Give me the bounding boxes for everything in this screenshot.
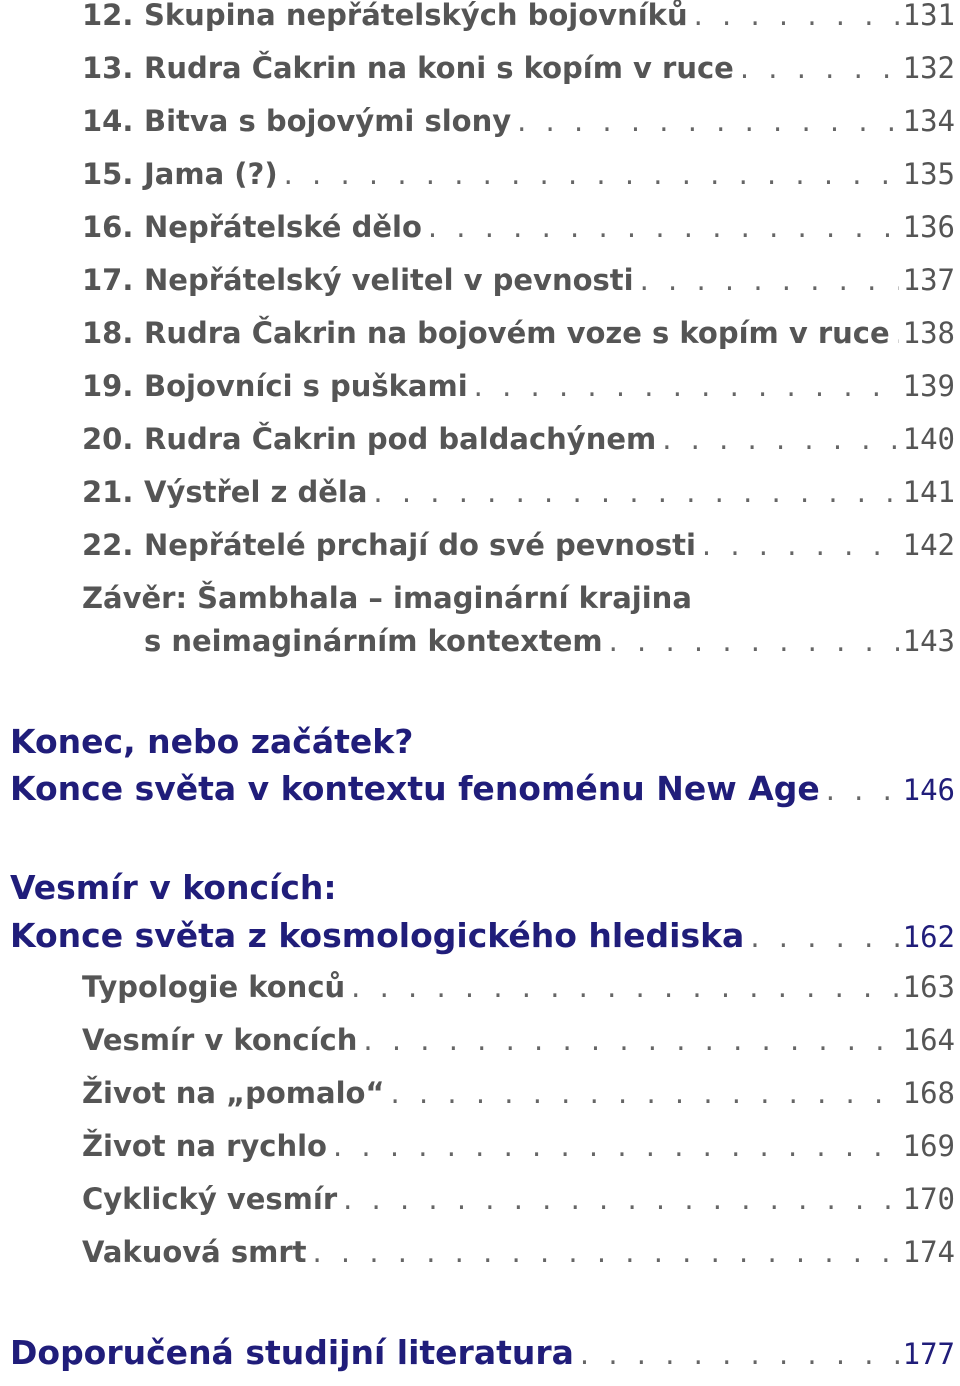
dot-leader bbox=[351, 970, 898, 1004]
page-number: 138 bbox=[902, 316, 955, 350]
entry-title: Nepřátelský velitel v pevnosti bbox=[144, 263, 634, 297]
toc-entry bbox=[82, 1023, 955, 1057]
entry-title: Výstřel z děla bbox=[144, 475, 368, 509]
page-number: 146 bbox=[902, 773, 955, 807]
toc-entry bbox=[82, 210, 955, 244]
conclusion-subtitle: s neimaginárním kontextem bbox=[144, 624, 603, 658]
toc-entry bbox=[82, 1076, 955, 1110]
entry-number: 21. bbox=[82, 475, 134, 509]
dot-leader bbox=[740, 51, 899, 85]
page-number: 164 bbox=[902, 1023, 955, 1057]
entry-number: 19. bbox=[82, 369, 134, 403]
toc-section bbox=[10, 769, 955, 808]
page-number: 177 bbox=[902, 1337, 955, 1371]
toc-entry bbox=[82, 369, 955, 403]
page-number: 142 bbox=[902, 528, 955, 562]
toc-section bbox=[10, 916, 955, 955]
dot-leader bbox=[343, 1182, 898, 1216]
toc-entry bbox=[82, 263, 955, 297]
section-subtitle: Konce světa v kontextu fenoménu New Age bbox=[10, 769, 820, 808]
dot-leader bbox=[609, 624, 899, 658]
entry-number: 17. bbox=[82, 263, 134, 297]
entry-title: Rudra Čakrin na bojovém voze s kopím v ruce bbox=[144, 316, 890, 350]
toc-entry bbox=[82, 475, 955, 509]
section-subtitle: Konce světa z kosmologického hlediska bbox=[10, 916, 745, 955]
entry-title: Skupina nepřátelských bojovníků bbox=[144, 0, 688, 32]
page-number: 135 bbox=[902, 157, 955, 191]
dot-leader bbox=[474, 369, 899, 403]
dot-leader bbox=[428, 210, 899, 244]
entry-title: Život na „pomalo“ bbox=[82, 1076, 385, 1110]
toc-entry bbox=[82, 1129, 955, 1163]
entry-number: 13. bbox=[82, 51, 134, 85]
dot-leader bbox=[363, 1023, 898, 1057]
dot-leader bbox=[580, 1337, 899, 1371]
toc-entry bbox=[82, 157, 955, 191]
dot-leader bbox=[640, 263, 899, 297]
page-number: 174 bbox=[902, 1235, 955, 1269]
dot-leader bbox=[517, 104, 898, 138]
entry-number: 22. bbox=[82, 528, 134, 562]
entry-title: Život na rychlo bbox=[82, 1129, 327, 1163]
entry-title: Nepřátelské dělo bbox=[144, 210, 422, 244]
dot-leader bbox=[313, 1235, 899, 1269]
entry-title: Bojovníci s puškami bbox=[144, 369, 468, 403]
toc-entry bbox=[82, 51, 955, 85]
entry-number: 20. bbox=[82, 422, 134, 456]
toc-entry bbox=[82, 422, 955, 456]
entry-title: Rudra Čakrin pod baldachýnem bbox=[144, 422, 657, 456]
page-number: 141 bbox=[902, 475, 955, 509]
page-number: 136 bbox=[902, 210, 955, 244]
page-number: 170 bbox=[902, 1182, 955, 1216]
toc-entry bbox=[82, 528, 955, 562]
dot-leader bbox=[750, 920, 898, 954]
page-number: 131 bbox=[902, 0, 955, 32]
page-number: 169 bbox=[902, 1129, 955, 1163]
section-title: Doporučená studijní literatura bbox=[10, 1333, 574, 1372]
section-title: Vesmír v koncích: bbox=[10, 868, 337, 907]
page-number: 140 bbox=[902, 422, 955, 456]
dot-leader bbox=[373, 475, 898, 509]
dot-leader bbox=[284, 157, 899, 191]
entry-number: 16. bbox=[82, 210, 134, 244]
toc-entry bbox=[82, 104, 955, 138]
page-number: 162 bbox=[902, 920, 955, 954]
toc-section bbox=[10, 1333, 955, 1372]
page-number: 143 bbox=[902, 624, 955, 658]
toc-entry bbox=[82, 0, 955, 32]
page-number: 163 bbox=[902, 970, 955, 1004]
dot-leader bbox=[662, 422, 898, 456]
page-number: 168 bbox=[902, 1076, 955, 1110]
dot-leader bbox=[702, 528, 899, 562]
toc-entry bbox=[82, 970, 955, 1004]
entry-number: 12. bbox=[82, 0, 134, 32]
entry-title: Vakuová smrt bbox=[82, 1235, 307, 1269]
entry-number: 14. bbox=[82, 104, 134, 138]
dot-leader bbox=[896, 316, 899, 350]
toc-entry bbox=[82, 1182, 955, 1216]
entry-title: Bitva s bojovými slony bbox=[144, 104, 512, 138]
page-number: 134 bbox=[902, 104, 955, 138]
toc-entry bbox=[82, 1235, 955, 1269]
dot-leader bbox=[826, 773, 899, 807]
entry-number: 15. bbox=[82, 157, 134, 191]
entry-title: Rudra Čakrin na koni s kopím v ruce bbox=[144, 51, 734, 85]
dot-leader bbox=[694, 0, 899, 32]
entry-title: Vesmír v koncích bbox=[82, 1023, 358, 1057]
dot-leader bbox=[391, 1076, 899, 1110]
toc-entry bbox=[144, 624, 955, 658]
toc-entry bbox=[82, 316, 955, 350]
page-number: 132 bbox=[902, 51, 955, 85]
dot-leader bbox=[333, 1129, 899, 1163]
entry-title: Cyklický vesmír bbox=[82, 1182, 338, 1216]
entry-number: 18. bbox=[82, 316, 134, 350]
page-number: 137 bbox=[902, 263, 955, 297]
page-number: 139 bbox=[902, 369, 955, 403]
section-title: Konec, nebo začátek? bbox=[10, 722, 414, 761]
entry-title: Jama (?) bbox=[144, 157, 278, 191]
entry-title: Nepřátelé prchají do své pevnosti bbox=[144, 528, 696, 562]
entry-title: Typologie konců bbox=[82, 970, 346, 1004]
conclusion-title: Závěr: Šambhala – imaginární krajina bbox=[82, 581, 692, 615]
